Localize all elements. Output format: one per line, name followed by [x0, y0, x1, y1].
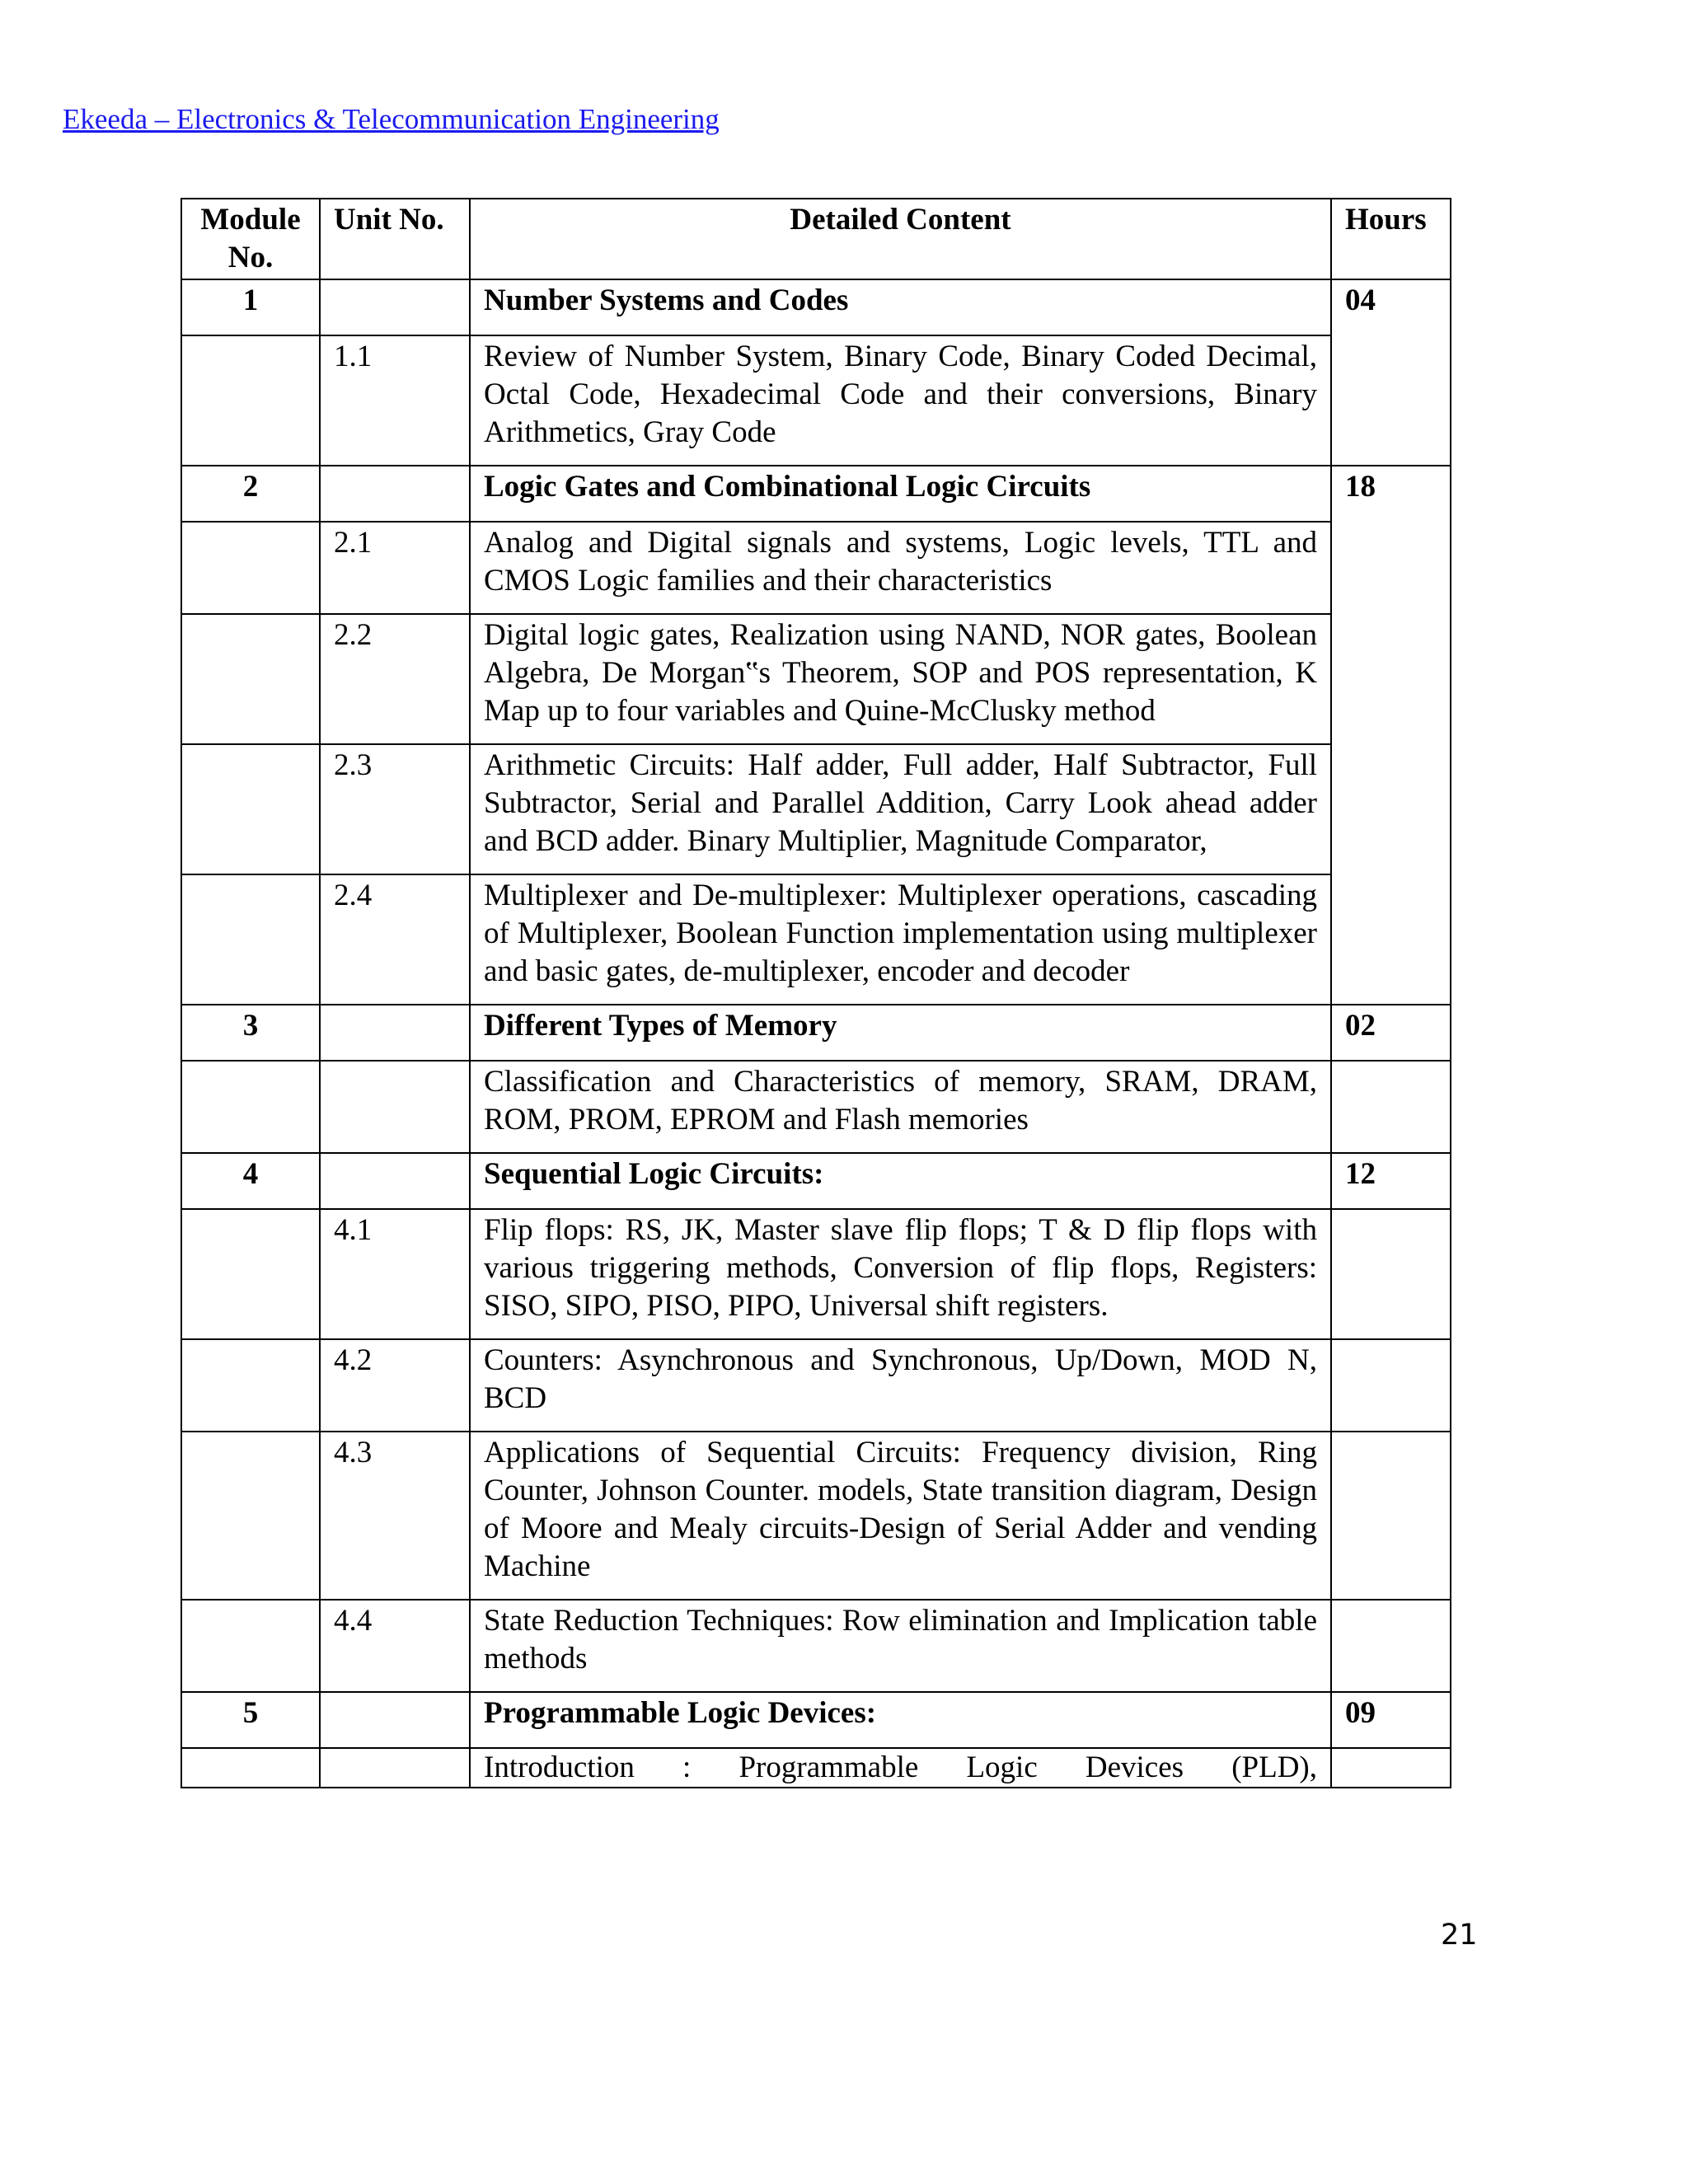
- module-hours: 04: [1331, 279, 1451, 466]
- table-row: [181, 1061, 1451, 1153]
- table-row: [181, 1692, 1451, 1748]
- table-row: [181, 1748, 1451, 1788]
- unit-number: [320, 1061, 470, 1153]
- module-number: [181, 874, 320, 1005]
- module-number: [181, 1432, 320, 1600]
- module-number: [181, 1748, 320, 1788]
- unit-number: [320, 1692, 470, 1748]
- module-number: 1: [181, 279, 320, 335]
- module-title: Number Systems and Codes: [470, 279, 1331, 335]
- column-header-content: Detailed Content: [470, 199, 1331, 279]
- module-number: 2: [181, 466, 320, 522]
- unit-number: 2.2: [320, 614, 470, 744]
- unit-content: Analog and Digital signals and systems, Logic levels, TTL and CMOS Logic families and their characteristics: [470, 522, 1331, 614]
- module-hours: [1331, 1600, 1451, 1692]
- unit-content: Classification and Characteristics of memory, SRAM, DRAM, ROM, PROM, EPROM and Flash memories: [470, 1061, 1331, 1153]
- module-number: [181, 1600, 320, 1692]
- module-hours: 18: [1331, 466, 1451, 1005]
- table-row: [181, 279, 1451, 335]
- unit-number: 2.3: [320, 744, 470, 874]
- module-number: 3: [181, 1005, 320, 1061]
- table-row: [181, 744, 1451, 874]
- unit-content: Counters: Asynchronous and Synchronous, Up/Down, MOD N, BCD: [470, 1339, 1331, 1432]
- module-hours: [1331, 1061, 1451, 1153]
- unit-number: 2.4: [320, 874, 470, 1005]
- unit-number: [320, 1005, 470, 1061]
- module-hours: [1331, 1748, 1451, 1788]
- module-number: [181, 614, 320, 744]
- module-number: [181, 1061, 320, 1153]
- table-row: [181, 466, 1451, 522]
- module-title: Programmable Logic Devices:: [470, 1692, 1331, 1748]
- table-row: [181, 874, 1451, 1005]
- syllabus-table: [181, 198, 1451, 1788]
- unit-number: 4.2: [320, 1339, 470, 1432]
- module-number: [181, 522, 320, 614]
- unit-content: Flip flops: RS, JK, Master slave flip flops; T & D flip flops with various triggering methods, Conversion of flip flops, Registers: SISO, SIPO, PISO, PIPO, Universal shift registers.: [470, 1209, 1331, 1339]
- header-link[interactable]: Ekeeda – Electronics & Telecommunication Engineering: [63, 103, 720, 135]
- unit-content: Multiplexer and De-multiplexer: Multiplexer operations, cascading of Multiplexer, Boolean Function implementation using multiplexer and basic gates, de-multiplexer, encoder and decoder: [470, 874, 1331, 1005]
- table-header-row: [181, 199, 1451, 279]
- unit-content: State Reduction Techniques: Row elimination and Implication table methods: [470, 1600, 1331, 1692]
- table-row: [181, 522, 1451, 614]
- column-header-unit: Unit No.: [320, 199, 470, 279]
- table-row: [181, 1209, 1451, 1339]
- page-number: 21: [1441, 1919, 1478, 1952]
- module-hours: [1331, 1339, 1451, 1432]
- unit-content: Introduction : Programmable Logic Devices (PLD),: [470, 1748, 1331, 1788]
- table-row: [181, 335, 1451, 466]
- unit-number: [320, 1153, 470, 1209]
- module-hours: 02: [1331, 1005, 1451, 1061]
- module-title: Logic Gates and Combinational Logic Circuits: [470, 466, 1331, 522]
- unit-number: 4.3: [320, 1432, 470, 1600]
- table-row: [181, 1153, 1451, 1209]
- module-number: [181, 1339, 320, 1432]
- module-hours: 09: [1331, 1692, 1451, 1748]
- unit-number: [320, 279, 470, 335]
- unit-number: 4.4: [320, 1600, 470, 1692]
- module-hours: 12: [1331, 1153, 1451, 1209]
- module-hours: [1331, 1432, 1451, 1600]
- unit-number: 1.1: [320, 335, 470, 466]
- unit-content: Arithmetic Circuits: Half adder, Full adder, Half Subtractor, Full Subtractor, Serial and Parallel Addition, Carry Look ahead adder and BCD adder. Binary Multiplier, Magnitude Comparator,: [470, 744, 1331, 874]
- table-row: [181, 1432, 1451, 1600]
- unit-number: [320, 1748, 470, 1788]
- unit-number: 2.1: [320, 522, 470, 614]
- module-title: Sequential Logic Circuits:: [470, 1153, 1331, 1209]
- table-row: [181, 614, 1451, 744]
- table-row: [181, 1600, 1451, 1692]
- column-header-module: Module No.: [181, 199, 320, 279]
- column-header-hours: Hours: [1331, 199, 1451, 279]
- unit-number: 4.1: [320, 1209, 470, 1339]
- unit-content: Applications of Sequential Circuits: Frequency division, Ring Counter, Johnson Counter. models, State transition diagram, Design of Moore and Mealy circuits-Design of Serial Adder and vending Machine: [470, 1432, 1331, 1600]
- module-number: [181, 1209, 320, 1339]
- unit-content: Digital logic gates, Realization using NAND, NOR gates, Boolean Algebra, De Morgan‟s Theorem, SOP and POS representation, K Map up to four variables and Quine-McClusky method: [470, 614, 1331, 744]
- table-row: [181, 1005, 1451, 1061]
- module-number: [181, 335, 320, 466]
- module-number: 5: [181, 1692, 320, 1748]
- module-number: [181, 744, 320, 874]
- unit-content: Review of Number System, Binary Code, Binary Coded Decimal, Octal Code, Hexadecimal Code and their conversions, Binary Arithmetics, Gray Code: [470, 335, 1331, 466]
- module-hours: [1331, 1209, 1451, 1339]
- unit-number: [320, 466, 470, 522]
- module-number: 4: [181, 1153, 320, 1209]
- table-row: [181, 1339, 1451, 1432]
- module-title: Different Types of Memory: [470, 1005, 1331, 1061]
